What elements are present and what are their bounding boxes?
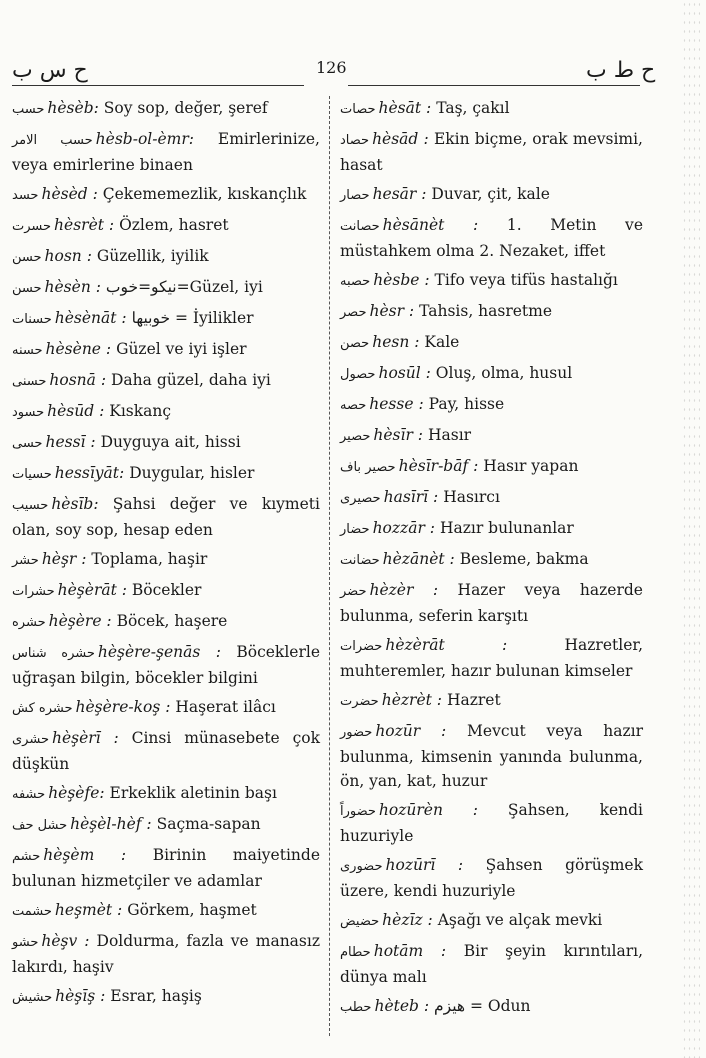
arabic-headword: حسن — [12, 281, 42, 296]
definition: Hasırcı — [443, 488, 500, 506]
arabic-headword: حصه — [340, 398, 367, 413]
transliteration: hozūrèn : — [378, 801, 479, 819]
arabic-headword: حضيض — [340, 914, 380, 929]
definition: Hazret — [446, 691, 501, 709]
definition: Böcek, haşere — [116, 612, 228, 630]
dictionary-entry — [12, 695, 320, 721]
arabic-headword: حسيات — [12, 467, 52, 482]
dictionary-entry — [12, 898, 320, 924]
transliteration: hèsèn : — [44, 278, 101, 296]
dictionary-entry — [12, 640, 320, 690]
page-header — [0, 58, 706, 92]
dictionary-entry — [12, 368, 320, 394]
dictionary-entry — [340, 908, 643, 934]
dictionary-entry — [340, 994, 643, 1020]
dictionary-entry — [12, 492, 320, 542]
definition: Haşerat ilâcı — [175, 698, 276, 716]
arabic-headword: حصيرى — [340, 491, 381, 506]
definition: Oluş, olma, husul — [435, 364, 573, 382]
right-guide-word: ح ط ب — [586, 58, 656, 83]
definition: Cinsi münasebete çok düşkün — [12, 729, 320, 773]
transliteration: hosnā : — [49, 371, 107, 389]
arabic-headword: حشيش — [12, 990, 53, 1005]
arabic-headword: حسنى — [12, 374, 47, 389]
transliteration: hozūrī : — [385, 856, 464, 874]
definition: خوبيها = İyilikler — [131, 309, 254, 327]
definition: Bir şeyin kırıntıları, dünya malı — [340, 942, 643, 986]
definition: Özlem, hasret — [119, 216, 229, 234]
definition: Erkeklik aletinin başı — [109, 784, 277, 802]
definition: Mevcut veya hazır bulunma, kimsenin yanında bulunma, ön, yan, kat, huzur — [340, 722, 644, 790]
transliteration: hessī : — [45, 433, 96, 451]
transliteration: hessīyāt: — [54, 464, 125, 482]
transliteration: hèsānèt : — [382, 216, 479, 234]
dictionary-entry — [12, 275, 320, 301]
arabic-headword: حشل حف — [12, 818, 68, 833]
dictionary-entry — [340, 633, 643, 683]
definition: Kıskanç — [109, 402, 172, 420]
dictionary-entry — [340, 182, 643, 208]
definition: Soy sop, değer, şeref — [103, 99, 268, 117]
dictionary-entry — [12, 547, 320, 573]
arabic-headword: حصاد — [340, 133, 370, 148]
transliteration: hèşīş : — [55, 987, 106, 1005]
transliteration: hèsèd : — [41, 185, 98, 203]
arabic-headword: حصير باف — [340, 460, 396, 475]
dictionary-entry — [12, 127, 320, 177]
transliteration: hèsīr : — [373, 426, 424, 444]
transliteration: hèsūd : — [47, 402, 105, 420]
definition: Doldurma, fazla ve manasız lakırdı, haşiv — [12, 932, 320, 976]
arabic-headword: حشره شناس — [12, 646, 95, 661]
arabic-headword: حشمت — [12, 904, 52, 919]
arabic-headword: حسنات — [12, 312, 52, 327]
arabic-headword: حسيب — [12, 498, 49, 513]
dictionary-entry — [340, 96, 643, 122]
arabic-headword: حطام — [340, 945, 371, 960]
definition: Birinin maiyetinde bulunan hizmetçiler ve adamlar — [12, 846, 320, 890]
definition: Güzel ve iyi işler — [116, 340, 247, 358]
arabic-headword: حضورى — [340, 859, 383, 874]
arabic-headword: حشرات — [12, 584, 55, 599]
arabic-headword: حضانت — [340, 553, 380, 568]
transliteration: hozzār : — [372, 519, 436, 537]
dictionary-entry — [12, 843, 320, 893]
definition: Saçma-sapan — [156, 815, 261, 833]
transliteration: hèzèrāt : — [385, 636, 508, 654]
arabic-headword: حشره كش — [12, 701, 73, 716]
transliteration: hosn : — [44, 247, 92, 265]
definition: Ekin biçme, orak mevsimi, hasat — [340, 130, 643, 174]
column-divider — [329, 96, 330, 1036]
arabic-headword: حضار — [340, 522, 370, 537]
dictionary-entry — [12, 399, 320, 425]
transliteration: hèşère : — [48, 612, 112, 630]
right-column — [340, 96, 643, 1025]
arabic-headword: حسى — [12, 436, 43, 451]
definition: Görkem, haşmet — [127, 901, 257, 919]
dictionary-entry — [340, 939, 643, 989]
dictionary-entry — [12, 430, 320, 456]
definition: Güzellik, iyilik — [96, 247, 209, 265]
dictionary-entry — [12, 726, 320, 776]
definition: Kale — [424, 333, 460, 351]
definition: Taş, çakıl — [436, 99, 510, 117]
definition: Böcekler — [131, 581, 202, 599]
transliteration: hèşèl-hèf : — [70, 815, 152, 833]
dictionary-entry — [12, 578, 320, 604]
definition: Tahsis, hasretme — [419, 302, 553, 320]
definition: Duvar, çit, kale — [431, 185, 550, 203]
definition: Hazretler, muhteremler, hazır bulunan kimseler — [340, 636, 643, 680]
definition: Şahsi değer ve kıymeti olan, soy sop, hesap eden — [12, 495, 320, 539]
dictionary-entry — [340, 485, 643, 511]
arabic-headword: حسد — [12, 188, 39, 203]
transliteration: hozūr : — [375, 722, 447, 740]
definition: Duygular, hisler — [129, 464, 255, 482]
arabic-headword: حصات — [340, 102, 376, 117]
transliteration: hasīrī : — [383, 488, 439, 506]
dictionary-entry — [12, 213, 320, 239]
transliteration: hèsb-ol-èmr: — [95, 130, 194, 148]
arabic-headword: حشو — [12, 935, 39, 950]
transliteration: hèsèb: — [47, 99, 99, 117]
transliteration: hèşv : — [41, 932, 90, 950]
transliteration: hèsīb: — [51, 495, 99, 513]
transliteration: hèşèrāt : — [57, 581, 127, 599]
dictionary-entry — [340, 547, 643, 573]
dictionary-entry — [340, 423, 643, 449]
transliteration: hèsrèt : — [54, 216, 115, 234]
dictionary-entry — [340, 213, 643, 263]
arabic-headword: حصار — [340, 188, 370, 203]
arabic-headword: حصير — [340, 429, 371, 444]
arabic-headword: حشره — [12, 615, 46, 630]
definition: نيكو=خوب=Güzel, iyi — [105, 278, 263, 296]
definition: Duyguya ait, hissi — [100, 433, 241, 451]
dictionary-entry — [12, 244, 320, 270]
transliteration: hèzèr : — [369, 581, 439, 599]
transliteration: hèteb : — [374, 997, 430, 1015]
transliteration: hèsād : — [372, 130, 429, 148]
transliteration: hèşr : — [41, 550, 87, 568]
arabic-headword: حصبه — [340, 274, 371, 289]
dictionary-entry — [340, 798, 643, 848]
dictionary-entry — [340, 361, 643, 387]
dictionary-entry — [340, 392, 643, 418]
arabic-headword: حسن — [12, 250, 42, 265]
dictionary-entry — [12, 461, 320, 487]
transliteration: hèsr : — [369, 302, 415, 320]
transliteration: hèşèm : — [43, 846, 127, 864]
definition: Esrar, haşiş — [110, 987, 202, 1005]
arabic-headword: حسب الامر — [12, 133, 93, 148]
arabic-headword: حسرت — [12, 219, 52, 234]
transliteration: hèsène : — [45, 340, 112, 358]
left-guide-word: ح س ب — [12, 58, 88, 83]
transliteration: hèşère-şenās : — [97, 643, 221, 661]
arabic-headword: حسود — [12, 405, 45, 420]
definition: هيزم = Odun — [434, 997, 531, 1015]
transliteration: hèşère-koş : — [75, 698, 171, 716]
arabic-headword: حصول — [340, 367, 376, 382]
arabic-headword: حشر — [12, 553, 39, 568]
dictionary-entry — [340, 688, 643, 714]
arabic-headword: حضرت — [340, 694, 379, 709]
definition: Toplama, haşir — [91, 550, 208, 568]
dictionary-entry — [12, 812, 320, 838]
left-column — [12, 96, 320, 1015]
arabic-headword: حسنه — [12, 343, 43, 358]
arabic-headword: حشرى — [12, 732, 49, 747]
page-number: 126 — [316, 58, 347, 77]
definition: 1. Metin ve müstahkem olma 2. Nezaket, iffet — [340, 216, 643, 260]
transliteration: hèzānèt : — [382, 550, 455, 568]
transliteration: hèsīr-bāf : — [398, 457, 479, 475]
definition: Çekememezlik, kıskançlık — [102, 185, 307, 203]
definition: Daha güzel, daha iyi — [111, 371, 271, 389]
transliteration: hèşèrī : — [51, 729, 119, 747]
transliteration: hèzrèt : — [381, 691, 443, 709]
dictionary-entry — [340, 578, 643, 628]
dictionary-entry — [340, 454, 643, 480]
dictionary-entry — [12, 781, 320, 807]
dictionary-entry — [12, 609, 320, 635]
dictionary-entry — [12, 306, 320, 332]
arabic-headword: حضور — [340, 725, 373, 740]
header-rule-left — [12, 85, 304, 86]
transliteration: hosūl : — [378, 364, 431, 382]
transliteration: hesse : — [369, 395, 424, 413]
arabic-headword: حصانت — [340, 219, 380, 234]
arabic-headword: حضر — [340, 584, 367, 599]
arabic-headword: حسب — [12, 102, 45, 117]
definition: Hazır bulunanlar — [439, 519, 574, 537]
arabic-headword: حصر — [340, 305, 367, 320]
arabic-headword: حطب — [340, 1000, 372, 1015]
arabic-headword: حضوراً — [340, 804, 376, 819]
definition: Hazer veya hazerde bulunma, seferin karşıtı — [340, 581, 643, 625]
arabic-headword: حصن — [340, 336, 370, 351]
page-edge-dots — [682, 0, 700, 1058]
dictionary-entry — [12, 337, 320, 363]
dictionary-entry — [340, 719, 643, 793]
dictionary-entry — [340, 330, 643, 356]
dictionary-entry — [340, 268, 643, 294]
transliteration: hesār : — [372, 185, 427, 203]
definition: Şahsen görüşmek üzere, kendi huzuriyle — [340, 856, 643, 900]
dictionary-entry — [340, 853, 643, 903]
transliteration: heşmèt : — [54, 901, 123, 919]
dictionary-entry — [12, 182, 320, 208]
arabic-headword: حضرات — [340, 639, 383, 654]
definition: Şahsen, kendi huzuriyle — [340, 801, 643, 845]
definition: Emirlerinize, veya emirlerine binaen — [12, 130, 320, 174]
definition: Böceklerle uğraşan bilgin, böcekler bilgini — [12, 643, 320, 687]
arabic-headword: حشم — [12, 849, 41, 864]
dictionary-entry — [340, 516, 643, 542]
definition: Aşağı ve alçak mevki — [437, 911, 603, 929]
arabic-headword: حشفه — [12, 787, 46, 802]
definition: Pay, hisse — [428, 395, 505, 413]
definition: Hasır yapan — [483, 457, 579, 475]
transliteration: hèsāt : — [378, 99, 432, 117]
definition: Hasır — [427, 426, 472, 444]
transliteration: hèsènāt : — [54, 309, 127, 327]
transliteration: hesn : — [372, 333, 420, 351]
dictionary-entry — [12, 929, 320, 979]
header-rule-right — [348, 85, 640, 86]
definition: Besleme, bakma — [459, 550, 589, 568]
definition: Tifo veya tifüs hastalığı — [434, 271, 618, 289]
dictionary-entry — [12, 984, 320, 1010]
transliteration: hèşèfe: — [48, 784, 105, 802]
transliteration: hèzīz : — [382, 911, 433, 929]
dictionary-entry — [340, 127, 643, 177]
dictionary-entry — [12, 96, 320, 122]
dictionary-entry — [340, 299, 643, 325]
transliteration: hotām : — [373, 942, 447, 960]
transliteration: hèsbe : — [373, 271, 430, 289]
